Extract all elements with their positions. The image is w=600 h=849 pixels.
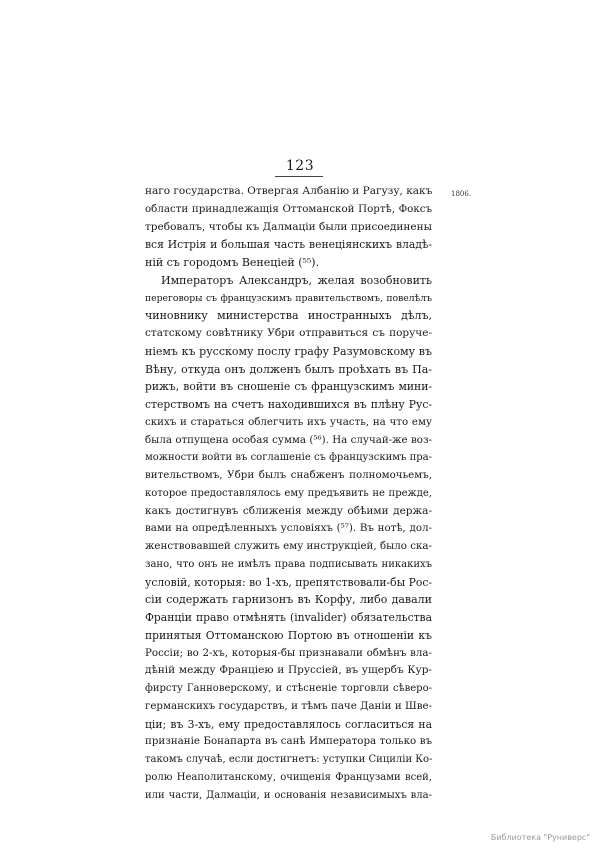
text-line: Франціи право отмѣнять (invalider) обязательства [145,611,432,624]
library-watermark: Библиотека "Руниверс" [490,833,590,842]
text-line: ніемъ къ русскому послу графу Разумовскому въ [145,344,432,358]
text-line: такомъ случаѣ, если достигнетъ: уступки Сициліи Ко- [145,754,432,765]
text-line: принятыя Оттоманскою Портою въ отношеніи къ [145,628,432,642]
text-line: области принадлежащія Оттоманской Портѣ, Фоксъ [145,202,432,215]
text-line: сіи содержать гарнизонъ въ Корфу, либо давали [145,593,432,607]
text-line: женствовавшей служить ему инструкціей, было ска- [145,540,432,552]
text-line: можности войти въ соглашеніе съ французскимъ пра- [145,452,432,464]
text-line: какъ достигнувъ сближенія между обѣими держа- [145,504,432,517]
text-line: Вѣну, откуда онъ долженъ былъ проѣхать въ Па- [145,362,432,376]
text-line: ній съ городомъ Венеціей (⁵⁵). [145,256,320,269]
text-line: статскому совѣтнику Убри отправиться съ поруче- [145,327,432,339]
text-line: стерствомъ на счетъ находившихся въ плѣну Рус- [145,398,432,411]
text-line: или части, Далмаціи, и основанія независимыхъ вла- [145,789,432,801]
text-line: вами на опредѣленныхъ условіяхъ (⁵⁷). Въ нотѣ, дол- [145,522,432,535]
text-line: фирсту Ганноверскому, и стѣсненіе торговли сѣверо- [145,683,432,694]
text-line: была отпущена особая сумма (⁵⁶). На случай-же воз- [145,433,432,446]
page-number-rule [275,176,323,177]
text-line: вительствомъ, Убри былъ снабженъ полномочьемъ, [145,469,432,481]
paragraph-start-line: Императоръ Александръ, желая возобновить [161,273,432,287]
text-line: вся Истрія и большая часть венеціянскихъ владѣ- [145,238,432,252]
text-line: дѣній между Франціею и Пруссіей, въ ущербъ Кур- [145,664,432,677]
text-line: Россіи; во 2-хъ, которыя-бы признавали обмѣнъ вла- [145,646,432,659]
text-line: германскихъ государствъ, и тѣмъ паче Даніи и Шве- [145,699,432,712]
margin-year-note: 1806. [451,190,472,198]
page-number: 123 [285,158,315,174]
text-line: признаніе Бонапарта въ санѣ Императора только въ [145,735,432,748]
text-line: ціи; въ 3-хъ, ему предоставлялось согласиться на [145,717,432,731]
text-line: ролю Неаполитанскому, очищенія Французами всей, [145,771,432,783]
text-line: рижъ, войти въ сношеніе съ французскимъ мини- [145,380,432,394]
text-line: которое предоставлялось ему предъявить не прежде, [145,487,432,499]
text-line: чиновнику министерства иностранныхъ дѣлъ, [145,309,432,323]
text-line: скихъ и стараться облегчить ихъ участь, на что ему [145,415,432,428]
text-line: требовалъ, чтобы къ Далмаціи были присоединены [145,220,432,233]
text-line: условій, которыя: во 1-хъ, препятствовали-бы Рос- [145,575,432,589]
text-line: наго государства. Отвергая Албанію и Рагузу, какъ [145,185,432,197]
body-text [145,183,432,804]
text-line: переговоры съ французскимъ правительствомъ, повелѣлъ [145,292,432,304]
text-line: зано, что онъ не имѣлъ права подписывать никакихъ [145,558,432,570]
